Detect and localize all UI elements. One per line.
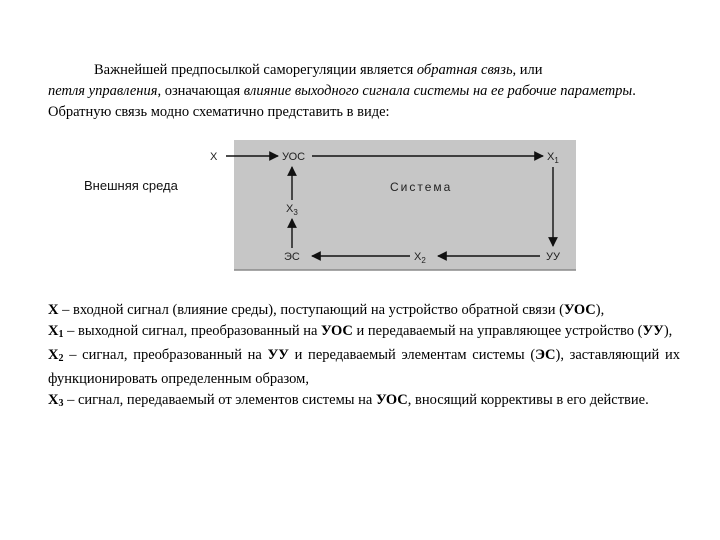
term-x3: $X_3$ (48, 392, 64, 409)
term-feedback: обратная связь (416, 62, 513, 78)
definitions (48, 300, 680, 414)
x3-label: $X_3$ (286, 203, 298, 217)
term-x: X (48, 302, 59, 318)
term-output-influence: влияние выходного сигнала системы на ее рабочие параметры (243, 83, 633, 99)
term-x2: $X_2$ (48, 347, 64, 364)
intro-text-3: , означающая (157, 83, 244, 99)
environment-label: Внешняя среда (84, 178, 178, 193)
definition-x2: $X_2$ – сигнал, преобразованный на УУ и передаваемый элементам системы (ЭС), заставляющий их функционировать определенным образом, (48, 347, 680, 387)
uos-label: УОС (282, 151, 306, 163)
definition-x: X – входной сигнал (влияние среды), поступающий на устройство обратной связи (УОС), (48, 302, 605, 318)
x1-label: $X_1$ (547, 151, 559, 165)
intro-text-2: , или (512, 62, 543, 78)
uu-label: УУ (546, 251, 560, 263)
intro-text-1: Важнейшей предпосылкой саморегуляции является (94, 62, 417, 78)
system-label: Система (390, 180, 453, 194)
intro-text-4: . Обратную связь модно схематично представить в виде: (48, 83, 636, 120)
term-x1: $X_1$ (48, 323, 64, 340)
es-label: ЭС (284, 251, 300, 263)
x-label: X (210, 151, 218, 163)
definition-x3: $X_3$ – сигнал, передаваемый от элементов системы на УОС, вносящий коррективы в его действие. (48, 392, 649, 409)
x2-label: $X_2$ (414, 251, 426, 265)
definition-x1: $X_1$ – выходной сигнал, преобразованный на УОС и передаваемый на управляющее устройство (УУ), (48, 323, 673, 340)
term-control-loop: петля управления (48, 83, 158, 99)
